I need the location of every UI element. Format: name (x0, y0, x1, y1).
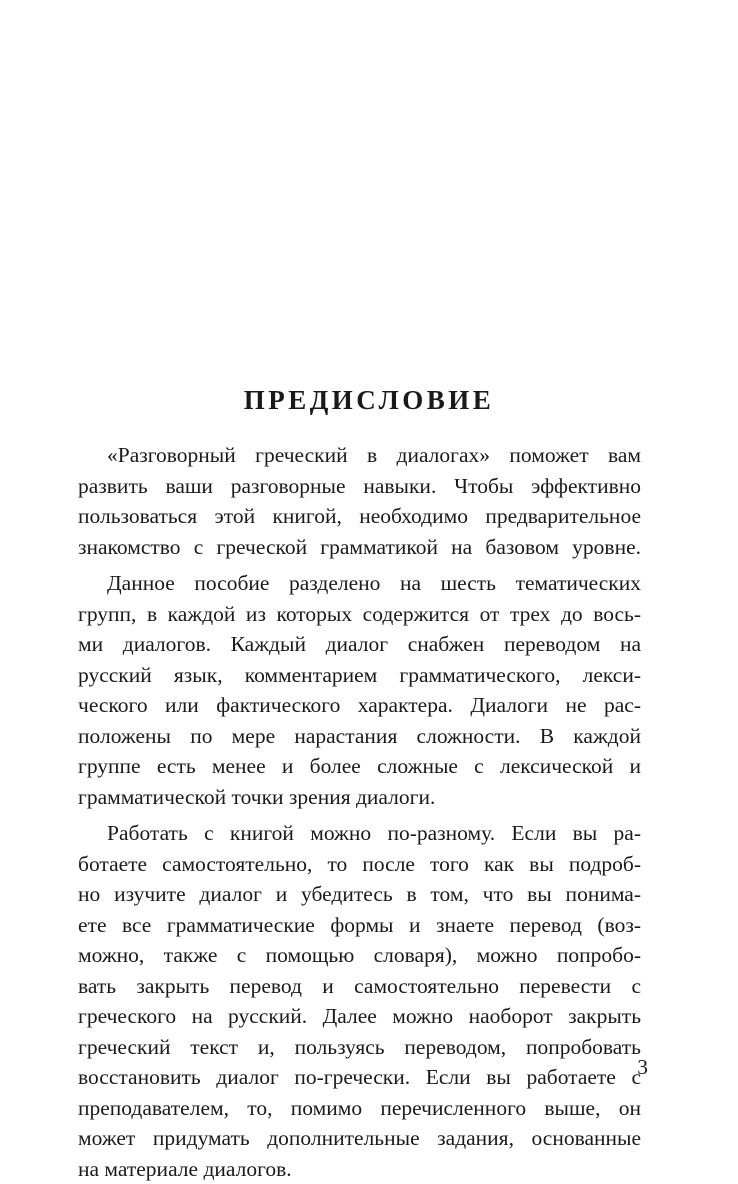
text-line: грамматической точки зрения диалоги. (78, 782, 641, 813)
page-title: ПРЕДИСЛОВИЕ (0, 380, 738, 420)
paragraph-3 (78, 818, 641, 1184)
text-line: восстановить диалог по-гречески. Если вы работаете с (78, 1062, 641, 1093)
text-line: русский язык, комментарием грамматического, лекси- (78, 660, 641, 691)
text-line: Данное пособие разделено на шесть тематических (78, 568, 641, 599)
text-line: греческий текст и, пользуясь переводом, попробовать (78, 1032, 641, 1063)
text-line: Работать с книгой можно по-разному. Если вы ра- (78, 818, 641, 849)
page-number: 3 (637, 1052, 648, 1082)
text-line: знакомство с греческой грамматикой на базовом уровне. (78, 532, 641, 563)
text-line: положены по мере нарастания сложности. В каждой (78, 721, 641, 752)
text-line: греческого на русский. Далее можно наоборот закрыть (78, 1001, 641, 1032)
text-line: может придумать дополнительные задания, основанные (78, 1123, 641, 1154)
text-line: пользоваться этой книгой, необходимо предварительное (78, 501, 641, 532)
text-line: ческого или фактического характера. Диалоги не рас- (78, 690, 641, 721)
paragraph-1 (78, 440, 641, 562)
body-text (78, 440, 641, 1184)
text-line: групп, в каждой из которых содержится от трех до вось- (78, 599, 641, 630)
text-line: вать закрыть перевод и самостоятельно перевести с (78, 971, 641, 1002)
text-line: ете все грамматические формы и знаете перевод (воз- (78, 910, 641, 941)
text-line: развить ваши разговорные навыки. Чтобы эффективно (78, 471, 641, 502)
text-line: ми диалогов. Каждый диалог снабжен переводом на (78, 629, 641, 660)
paragraph-2 (78, 568, 641, 812)
text-line: можно, также с помощью словаря), можно попробо- (78, 940, 641, 971)
text-line: «Разговорный греческий в диалогах» поможет вам (78, 440, 641, 471)
text-line: ботаете самостоятельно, то после того как вы подроб- (78, 849, 641, 880)
text-line: преподавателем, то, помимо перечисленного выше, он (78, 1093, 641, 1124)
text-line: группе есть менее и более сложные с лексической и (78, 751, 641, 782)
text-line: на материале диалогов. (78, 1154, 641, 1184)
text-line: но изучите диалог и убедитесь в том, что вы понима- (78, 879, 641, 910)
